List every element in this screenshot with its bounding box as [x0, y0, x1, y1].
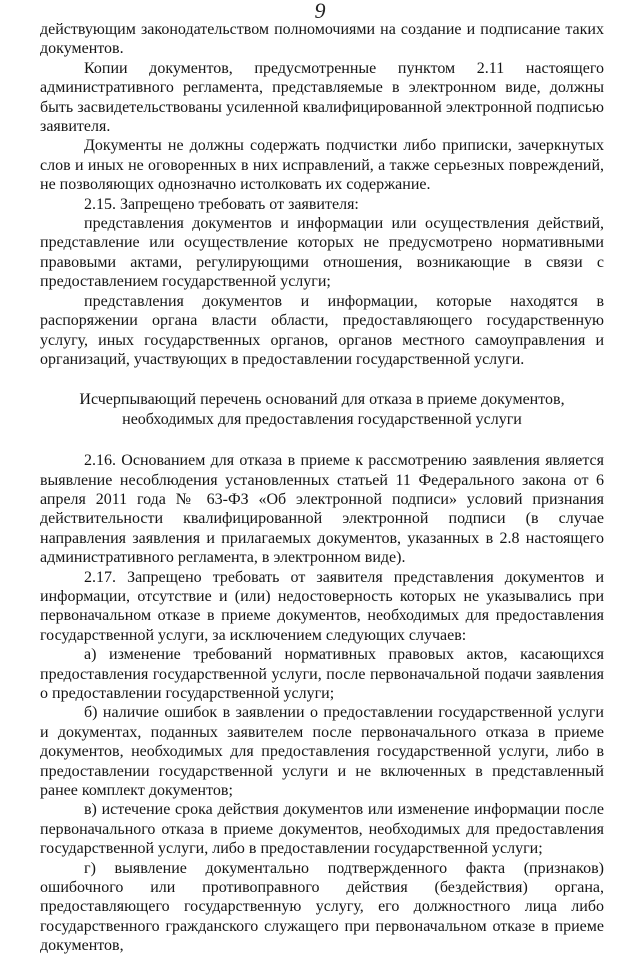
section-heading-line-2: необходимых для предоставления государственной услуги: [122, 410, 522, 428]
paragraph-requirements: Документы не должны содержать подчистки либо приписки, зачеркнутых слов и иных не оговоренных в них исправлений, а также серьезных повреждений, не позволяющих однозначно истолковать их содержание.: [40, 137, 604, 194]
paragraph-2-15-item-2: представления документов и информации, которые находятся в распоряжении органа власти области, предоставляющего государственную услугу, иных государственных органов, органов местного самоуправления и организаций, участвующих в предоставлении государственной услуги.: [40, 292, 604, 368]
page-number: 9: [314, 0, 326, 23]
paragraph-2-17-g: г) выявление документально подтвержденного факта (признаков) ошибочного или противоправного действия (бездействия) органа, предоставляющего государственную услугу, его должностного лица либо государственного гражданского служащего при первоначальном отказе в приеме документов,: [40, 859, 604, 955]
paragraph-2-17-a: а) изменение требований нормативных правовых актов, касающихся предоставления государственной услуги, после первоначальной подачи заявления о предоставлении государственной услуги;: [40, 646, 604, 702]
document-body: [40, 20, 604, 956]
section-heading-line-1: Исчерпывающий перечень оснований для отказа в приеме документов,: [79, 391, 565, 409]
paragraph-2-15: 2.15. Запрещено требовать от заявителя:: [84, 195, 359, 213]
paragraph-copies: Копии документов, предусмотренные пунктом 2.11 настоящего административного регламента, представляемые в электронном виде, должны быть засвидетельствованы усиленной квалифицированной электронной подписью заявителя.: [40, 59, 604, 136]
paragraph-continuation: действующим законодательством полномочиями на создание и подписание таких документов.: [40, 21, 604, 58]
paragraph-2-15-item-1: представления документов и информации или осуществления действий, представление или осуществление которых не предусмотрено нормативными правовыми актами, регулирующими отношения, возникающие в связи с предоставлением государственной услуги;: [40, 215, 604, 291]
paragraph-2-17: 2.17. Запрещено требовать от заявителя представления документов и информации, отсутствие и (или) недостоверность которых не указывались при первоначальном отказе в приеме документов, необходимых для предоставления государственной услуги, за исключением следующих случаев:: [40, 568, 604, 644]
section-heading: [40, 390, 604, 429]
paragraph-2-17-v: в) истечение срока действия документов или изменение информации после первоначального отказа в приеме документов, необходимых для предоставления государственной услуги, либо в предоставлении государственной услуги;: [40, 801, 604, 858]
paragraph-2-16: 2.16. Основанием для отказа в приеме к рассмотрению заявления является выявление несоблюдения установленных статьей 11 Федерального закона от 6 апреля 2011 года № 63-ФЗ «Об электронной подписи» условий признания действительности квалифицированной электронной подписи (в случае направления заявления и прилагаемых документов, указанных в 2.8 настоящего административного регламента, в электронном виде).: [40, 452, 604, 567]
paragraph-2-17-b: б) наличие ошибок в заявлении о предоставлении государственной услуги и документах, поданных заявителем после первоначального отказа в приеме документов, необходимых для предоставления государственной услуги, либо в предоставлении государственной услуги и не включенных в представленный ранее комплект документов;: [40, 704, 604, 800]
